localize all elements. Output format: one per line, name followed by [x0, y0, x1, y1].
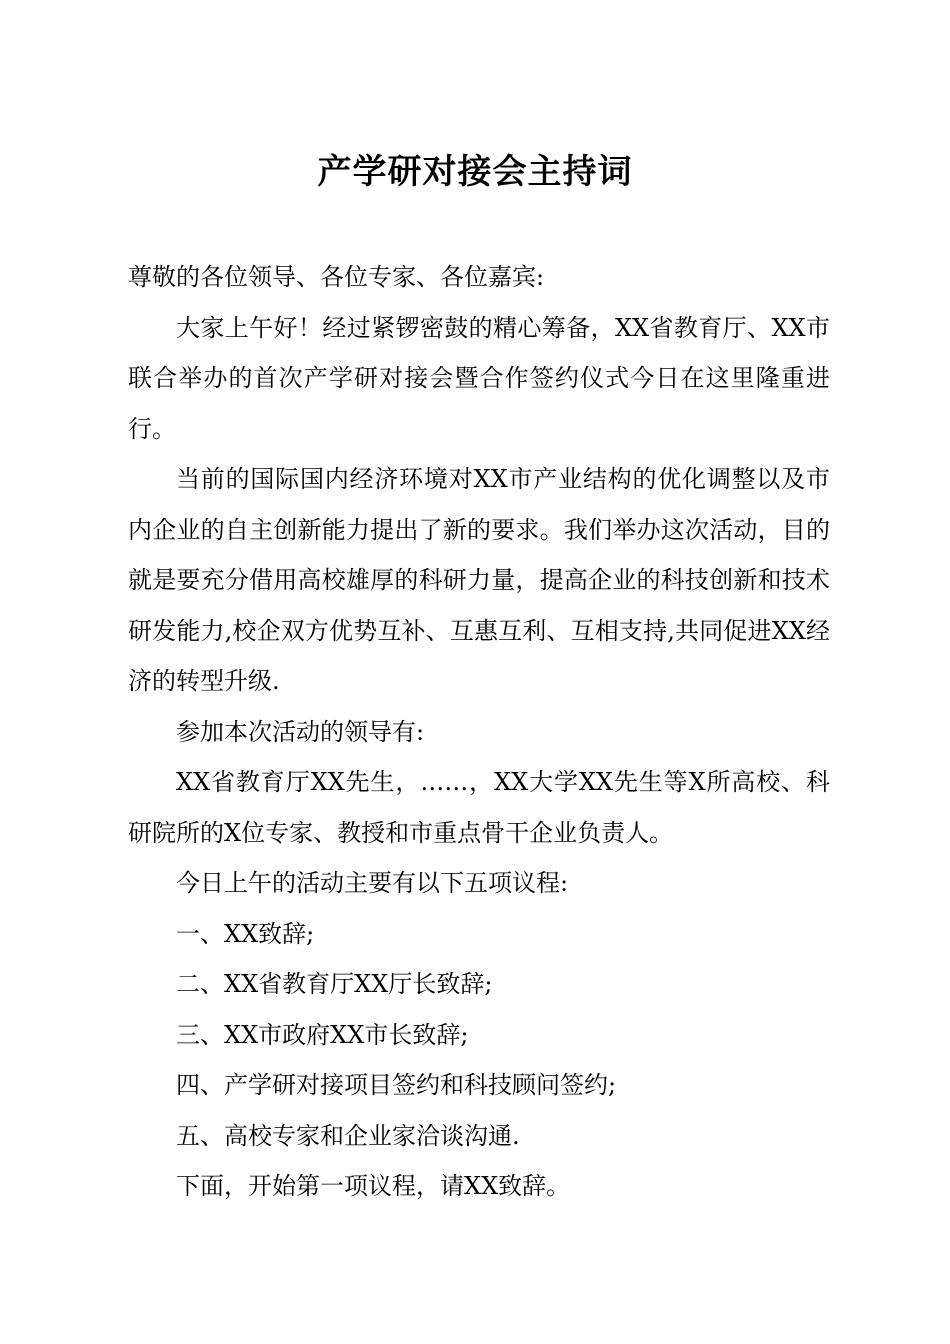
document-title: 产学研对接会主持词 [317, 152, 633, 192]
closing-line: 下面，开始第一项议程，请XX致辞。 [176, 1172, 571, 1200]
document-body [128, 252, 830, 1212]
paragraph-attendees: XX省教育厅XX先生，……，XX大学XX先生等X所高校、科研院所的X位专家、教授和市重点骨干企业负责人。 [128, 768, 830, 847]
paragraph-greeting: 大家上午好！经过紧锣密鼓的精心筹备，XX省教育厅、XX市联合举办的首次产学研对接会暨合作签约仪式今日在这里隆重进行。 [128, 313, 830, 443]
paragraph-attendees-intro: 参加本次活动的领导有: [176, 717, 425, 746]
agenda-item: 二、XX省教育厅XX厅长致辞; [176, 970, 493, 998]
paragraph-purpose: 当前的国际国内经济环境对XX市产业结构的优化调整以及市内企业的自主创新能力提出了新的要求。我们举办这次活动，目的就是要充分借用高校雄厚的科研力量，提高企业的科技创新和技术研发能力,校企双方优势互补、互惠互利、互相支持,共同促进XX经济的转型升级. [128, 465, 830, 695]
agenda-item: 四、产学研对接项目签约和科技顾问签约; [176, 1071, 617, 1099]
agenda-item: 三、XX市政府XX市长致辞; [176, 1020, 469, 1049]
paragraph-agenda-intro: 今日上午的活动主要有以下五项议程: [176, 869, 569, 897]
agenda-item: 一、XX致辞; [176, 919, 315, 948]
agenda-item: 五、高校专家和企业家洽谈沟通. [176, 1121, 520, 1150]
salutation: 尊敬的各位领导、各位专家、各位嘉宾: [128, 263, 545, 291]
